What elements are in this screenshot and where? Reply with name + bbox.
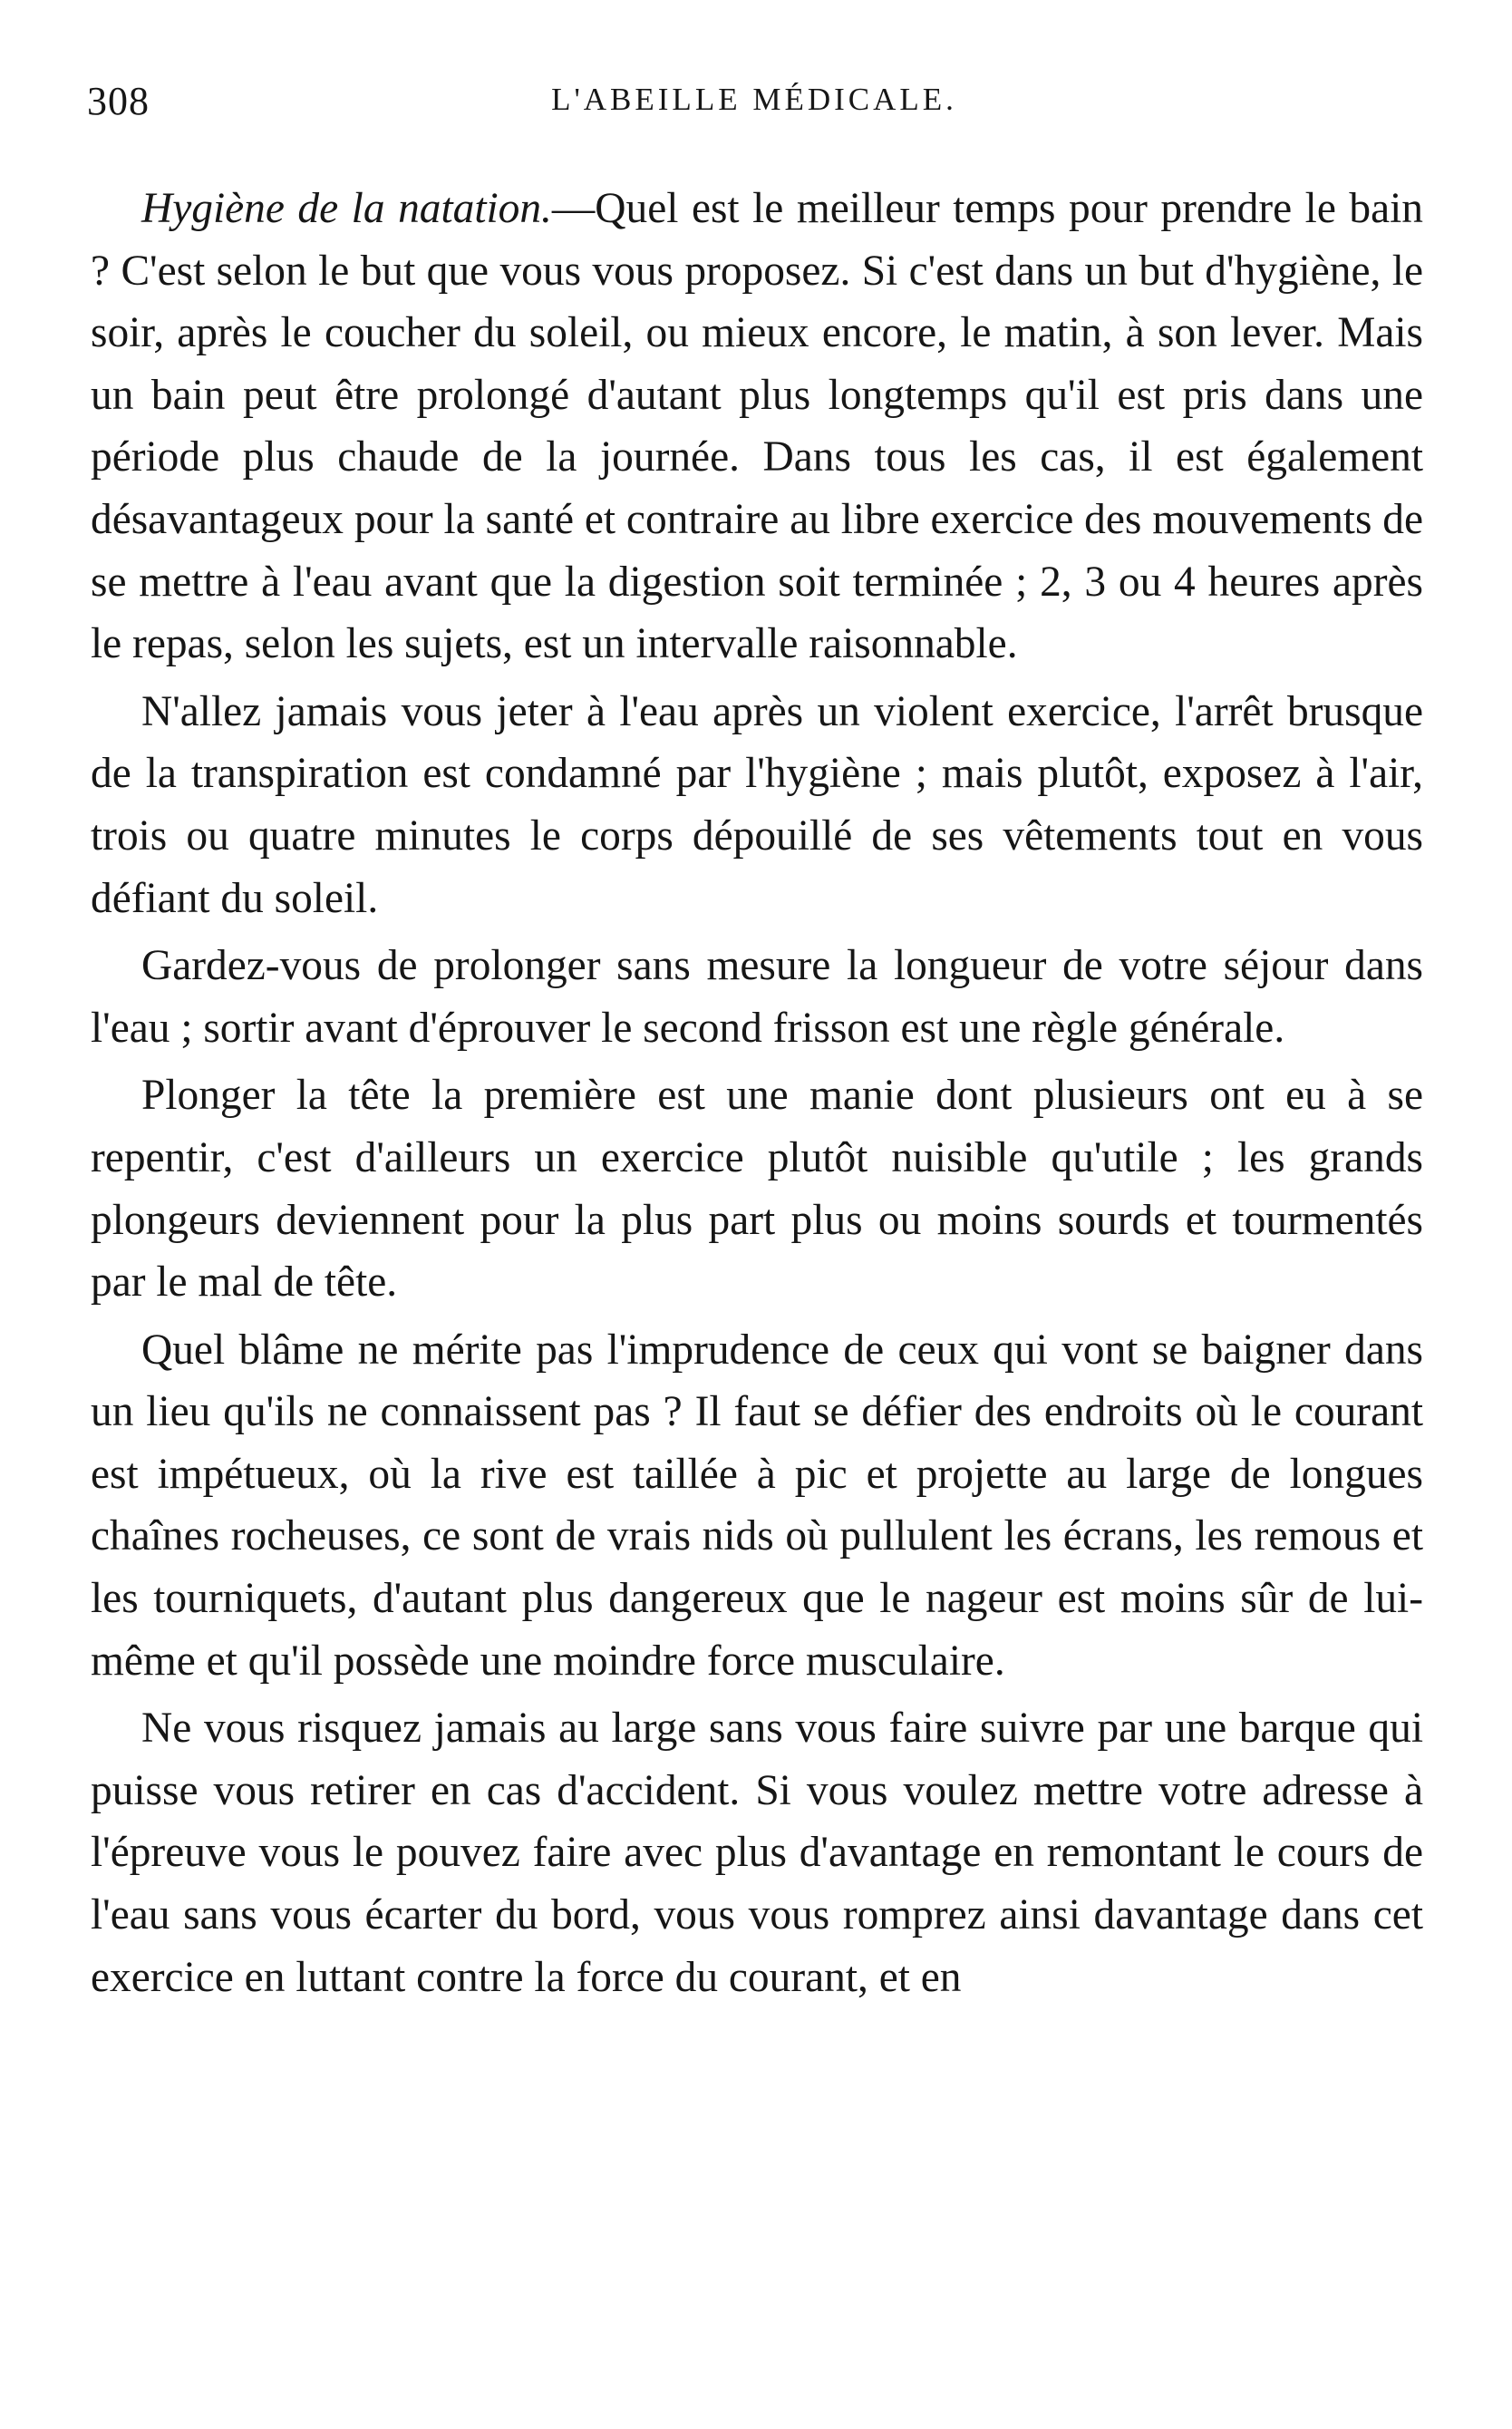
paragraph-text: —Quel est le meilleur temps pour prendre le bain ? C'est selon le but que vous vous proposez. Si c'est dans un but d'hygiène, le soir, après le coucher du soleil, ou mieux encore, le matin, à son lever. Mais un bain peut être prolongé d'autant plus longtemps qu'il est pris dans une période plus chaude de la journée. Dans tous les cas, il est également désavantageux pour la santé et contraire au libre exercice des mouvements de se mettre à l'eau avant que la digestion soit terminée ; 2, 3 ou 4 heures après le repas, selon les sujets, est un intervalle raisonnable. (91, 185, 1424, 668)
paragraph-hygiene (91, 178, 1423, 675)
page-number: 308 (87, 79, 150, 123)
paragraph: Ne vous risquez jamais au large sans vous faire suivre par une barque qui puisse vous retirer en cas d'accident. Si vous voulez mettre votre adresse à l'épreuve vous le pouvez faire avec plus d'avantage en remontant le cours de l'eau sans vous écarter du bord, vous vous romprez ainsi davantage dans cet exercice en luttant contre la force du courant, et en (91, 1705, 1423, 2001)
section-title: Hygiène de la natation. (141, 185, 552, 232)
journal-title: L'ABEILLE MÉDICALE. (551, 82, 957, 117)
paragraph: Gardez-vous de prolonger sans mesure la longueur de votre séjour dans l'eau ; sortir avant d'éprouver le second frisson est une règle générale. (91, 942, 1423, 1052)
running-head (87, 78, 1421, 132)
article-body (91, 178, 1423, 2008)
paragraph: N'allez jamais vous jeter à l'eau après un violent exercice, l'arrêt brusque de la transpiration est condamné par l'hygiène ; mais plutôt, exposez à l'air, trois ou quatre minutes le corps dépouillé de ses vêtements tout en vous défiant du soleil. (91, 687, 1423, 922)
paragraph: Plonger la tête la première est une manie dont plusieurs ont eu à se repentir, c'est d'ailleurs un exercice plutôt nuisible qu'utile ; les grands plongeurs deviennent pour la plus part plus ou moins sourds et tourmentés par le mal de tête. (91, 1072, 1423, 1307)
paragraph: Quel blâme ne mérite pas l'imprudence de ceux qui vont se baigner dans un lieu qu'ils ne connaissent pas ? Il faut se défier des endroits où le courant est impétueux, où la rive est taillée à pic et projette au large de longues chaînes rocheuses, ce sont de vrais nids où pullulent les écrans, les remous et les tourniquets, d'autant plus dangereux que le nageur est moins sûr de lui-même et qu'il possède une moindre force musculaire. (91, 1326, 1423, 1685)
